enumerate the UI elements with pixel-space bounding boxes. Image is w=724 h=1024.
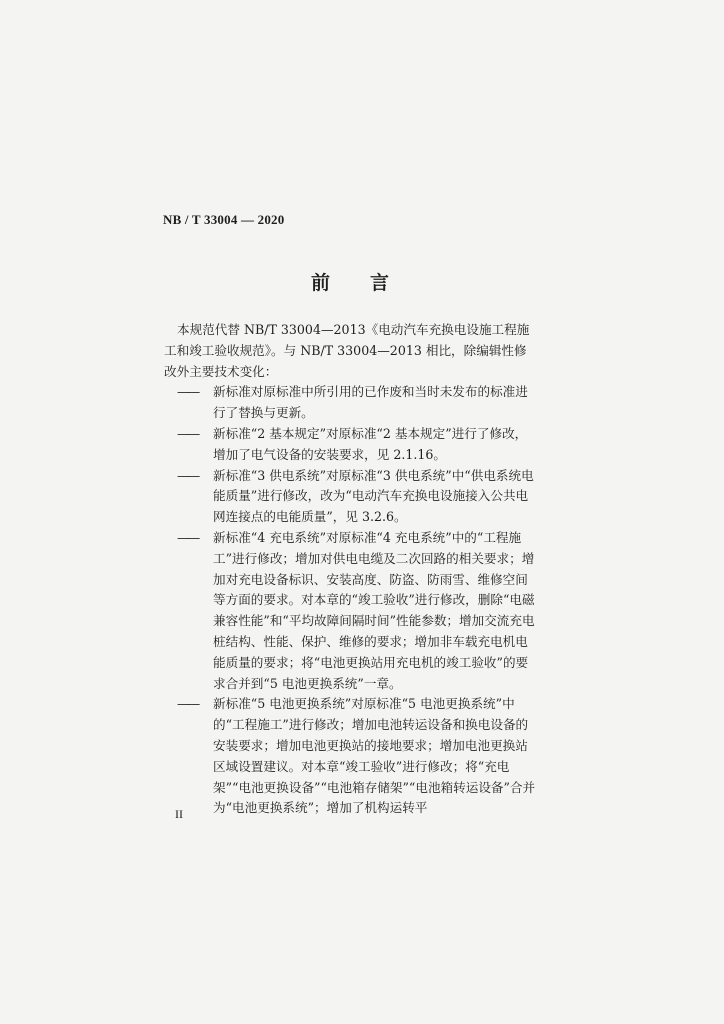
body-text: [164, 320, 537, 819]
list-dash: ——: [177, 467, 199, 483]
list-item-text: 新标准“3 供电系统”对原标准“3 供电系统”中“供电系统电能质量”进行修改，改为“电动汽车充换电设施接入公共电网连接点的电能质量”，见 3.2.6。: [213, 467, 534, 525]
list-item: [177, 694, 537, 819]
page-title: 前言: [311, 272, 430, 294]
list-dash: ——: [177, 425, 199, 441]
list-dash: ——: [177, 696, 199, 712]
page-number: II: [175, 807, 183, 821]
list-item-text: 新标准“5 电池更换系统”对原标准“5 电池更换系统”中的“工程施工”进行修改；增加电池转运设备和换电设备的安装要求；增加电池更换站的接地要求；增加电池更换站区域设置建议。对本章“竣工验收”进行修改；将“充电架”“电池更换设备”“电池箱存储架”“电池箱转运设备”合并为“电池更换系统”；增加了机构运转平: [213, 696, 536, 816]
list-dash: ——: [177, 529, 199, 545]
list-item: [177, 528, 537, 694]
list-item: [177, 466, 537, 528]
standard-code: NB / T 33004 — 2020: [163, 212, 285, 227]
list-dash: ——: [177, 384, 199, 400]
list-item: [177, 382, 537, 424]
list-item-text: 新标准对原标准中所引用的已作废和当时未发布的标准进行了替换与更新。: [213, 384, 528, 421]
list-item-text: 新标准“4 充电系统”对原标准“4 充电系统”中的“工程施工”进行修改；增加对供电电缆及二次回路的相关要求；增加对充电设备标识、安装高度、防盗、防雨雪、维修空间等方面的要求。对本章的“竣工验收”进行修改，删除“电磁兼容性能”和“平均故障间隔时间”性能参数；增加交流充电桩结构、性能、保护、维修的要求；增加非车载充电机电能质量的要求；将“电池更换站用充电机的竣工验收”的要求合并到“5 电池更换系统”一章。: [213, 529, 535, 691]
list-item: [177, 424, 537, 466]
intro-paragraph: 本规范代替 NB/T 33004—2013《电动汽车充换电设施工程施工和竣工验收规范》。与 NB/T 33004—2013 相比，除编辑性修改外主要技术变化：: [164, 322, 530, 379]
list-item-text: 新标准“2 基本规定”对原标准“2 基本规定”进行了修改，增加了电气设备的安装要求，见 2.1.16。: [213, 425, 528, 462]
